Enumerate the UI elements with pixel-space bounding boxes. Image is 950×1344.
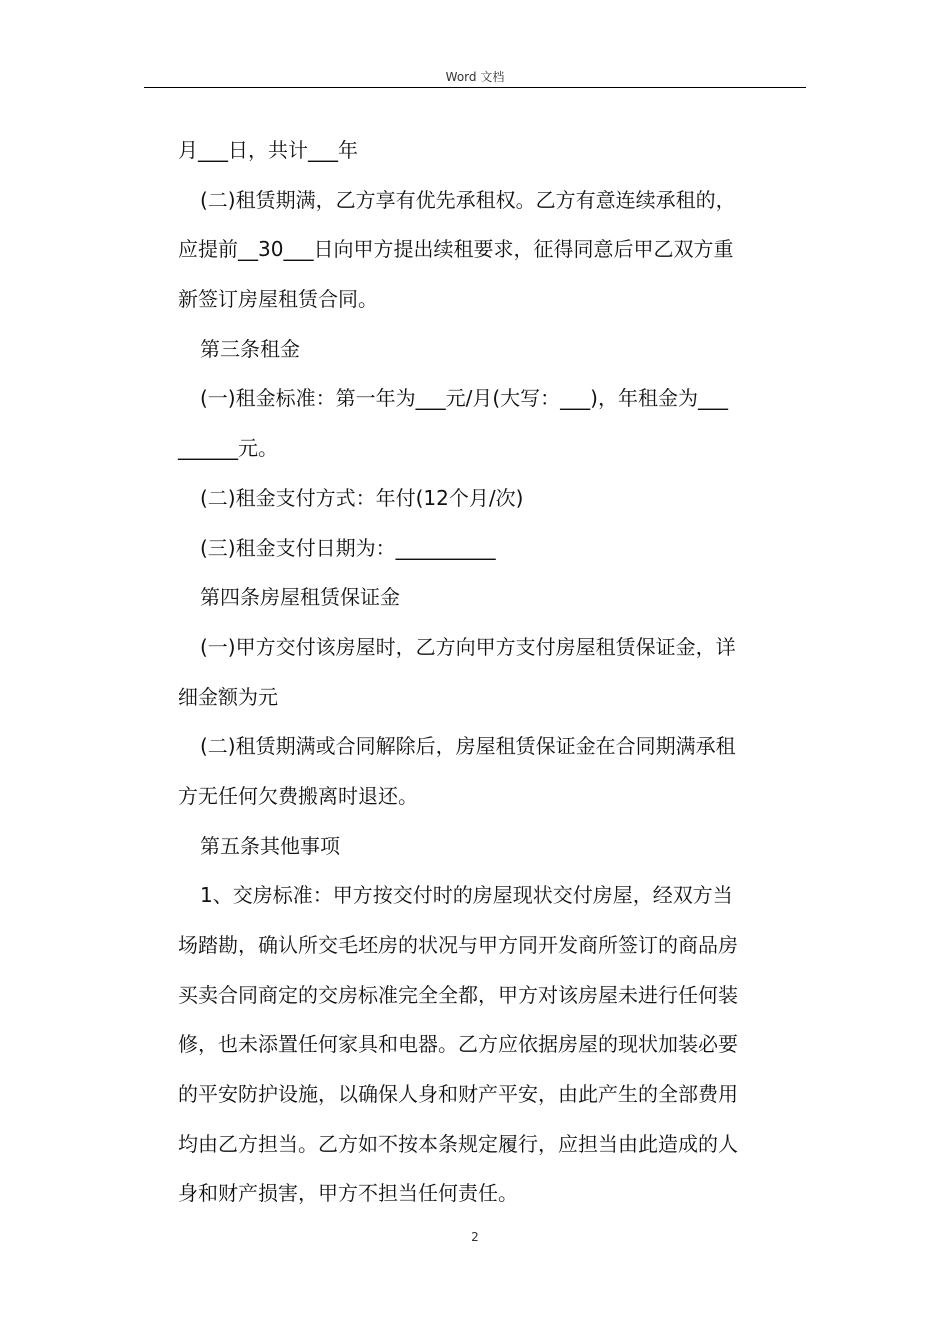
text-line: ______元。 bbox=[178, 436, 278, 461]
document-body bbox=[178, 126, 810, 1219]
section-heading: 第四条房屋租赁保证金 bbox=[200, 585, 400, 610]
text-line: 修，也未添置任何家具和电器。乙方应依据房屋的现状加装必要 bbox=[178, 1032, 738, 1057]
text-line: 的平安防护设施，以确保人身和财产平安，由此产生的全部费用 bbox=[178, 1082, 738, 1107]
header-rule bbox=[144, 87, 806, 88]
text-line: (一)租金标准：第一年为___元/月(大写：___)，年租金为___ bbox=[200, 386, 728, 411]
section-heading: 第三条租金 bbox=[200, 336, 300, 361]
text-line: 方无任何欠费搬离时退还。 bbox=[178, 783, 418, 808]
text-line: 场踏勘，确认所交毛坯房的状况与甲方同开发商所签订的商品房 bbox=[178, 933, 738, 957]
text-line: 月___日，共计___年 bbox=[178, 138, 358, 162]
text-line: 新签订房屋租赁合同。 bbox=[178, 287, 378, 312]
text-line: 买卖合同商定的交房标准完全全都，甲方对该房屋未进行任何装 bbox=[178, 982, 738, 1007]
text-line: (三)租金支付日期为：__________ bbox=[200, 535, 496, 560]
text-line: (二)租赁期满，乙方享有优先承租权。乙方有意连续承租的， bbox=[200, 187, 736, 212]
text-line: (一)甲方交付该房屋时，乙方向甲方支付房屋租赁保证金，详 bbox=[200, 634, 736, 659]
text-line: (二)租赁期满或合同解除后，房屋租赁保证金在合同期满承租 bbox=[200, 734, 736, 759]
page-number: 2 bbox=[471, 1230, 479, 1244]
text-line: 应提前__30___日向甲方提出续租要求，征得同意后甲乙双方重 bbox=[178, 237, 734, 262]
text-line: 身和财产损害，甲方不担当任何责任。 bbox=[178, 1181, 518, 1206]
header-title: Word 文档 bbox=[445, 70, 505, 84]
text-line: 1、交房标准：甲方按交付时的房屋现状交付房屋，经双方当 bbox=[200, 883, 733, 908]
section-heading: 第五条其他事项 bbox=[200, 833, 340, 858]
text-line: 细金额为元 bbox=[178, 684, 278, 709]
text-line: 均由乙方担当。乙方如不按本条规定履行，应担当由此造成的人 bbox=[178, 1131, 738, 1156]
text-line: (二)租金支付方式：年付(12个月/次) bbox=[200, 485, 524, 510]
